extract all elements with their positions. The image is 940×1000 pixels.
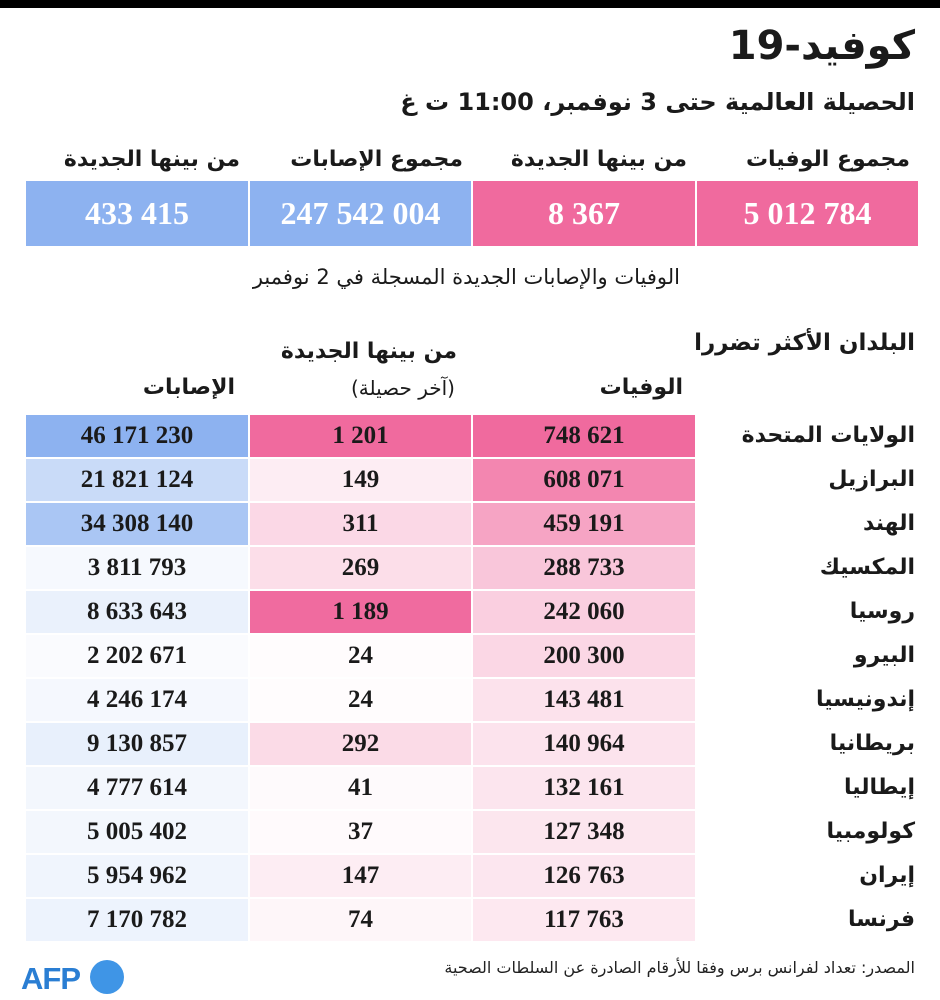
summary-boxes (26, 181, 918, 246)
deaths-cell-value: 200 300 (543, 642, 625, 669)
deaths-cell-value: 127 348 (543, 818, 625, 845)
table-row (26, 591, 918, 633)
cases-cell-value: 4 246 174 (87, 686, 187, 713)
new-deaths-cell-value: 269 (341, 554, 380, 581)
countries-table (26, 415, 918, 943)
country-name: إندونيسيا (815, 687, 915, 712)
cases-cell (26, 591, 248, 633)
new-deaths-cell-value: 292 (341, 730, 380, 757)
deaths-cell-value: 143 481 (543, 686, 625, 713)
country-name: بريطانيا (829, 731, 915, 756)
cases-cell (26, 767, 248, 809)
deaths-cell (473, 459, 695, 501)
total-cases-box (250, 181, 471, 246)
cases-cell-value: 21 821 124 (80, 466, 194, 493)
new-deaths-cell-value: 41 (348, 774, 373, 801)
summary-labels (26, 142, 918, 178)
deaths-cell (473, 591, 695, 633)
table-title: البلدان الأكثر تضررا (694, 330, 915, 356)
new-deaths-column-note: (آخر حصيلة) (350, 376, 455, 400)
new-deaths-cell (250, 811, 471, 853)
summary-note: الوفيات والإصابات الجديدة المسجلة في 2 نوفمبر (252, 265, 680, 289)
cases-cell-value: 46 171 230 (80, 422, 194, 449)
cases-cell-value: 4 777 614 (87, 774, 187, 801)
deaths-cell (473, 547, 695, 589)
new-deaths-column-header: من بينها الجديدة (280, 339, 457, 364)
cases-cell-value: 34 308 140 (80, 510, 194, 537)
deaths-cell (473, 811, 695, 853)
table-row (26, 503, 918, 545)
country-name: فرنسا (848, 907, 915, 932)
new-deaths-cell-value: 1 189 (332, 598, 389, 625)
new-cases-value: 433 415 (85, 195, 189, 231)
country-name: المكسيك (819, 555, 915, 580)
new-deaths-cell-value: 37 (348, 818, 373, 845)
deaths-cell (473, 635, 695, 677)
table-row (26, 723, 918, 765)
country-name: البيرو (853, 643, 915, 668)
top-bar (0, 0, 940, 8)
cases-cell (26, 415, 248, 457)
afp-logo-circle (90, 960, 124, 994)
total-cases-value: 247 542 004 (280, 195, 441, 231)
new-deaths-cell (250, 503, 471, 545)
country-name: الهند (862, 511, 915, 536)
cases-cell-value: 8 633 643 (87, 598, 187, 625)
deaths-cell (473, 503, 695, 545)
total-deaths-value: 5 012 784 (743, 195, 872, 231)
page-subtitle: الحصيلة العالمية حتى 3 نوفمبر، 11:00 ت غ (400, 88, 915, 116)
new-deaths-cell-value: 24 (348, 642, 373, 669)
deaths-cell (473, 767, 695, 809)
table-row (26, 547, 918, 589)
cases-cell (26, 459, 248, 501)
afp-logo-text: AFP (21, 961, 80, 996)
country-name: البرازيل (828, 467, 915, 492)
source-note: المصدر: تعداد لفرانس برس وفقا للأرقام الصادرة عن السلطات الصحية (444, 958, 915, 977)
cases-cell (26, 547, 248, 589)
deaths-cell-value: 288 733 (543, 554, 625, 581)
new-deaths-cell (250, 679, 471, 721)
deaths-cell-value: 132 161 (543, 774, 625, 801)
cases-cell-value: 7 170 782 (87, 906, 187, 933)
new-deaths-cell-value: 1 201 (332, 422, 389, 449)
new-deaths-cell (250, 591, 471, 633)
cases-cell-value: 5 005 402 (87, 818, 187, 845)
new-deaths-cell (250, 459, 471, 501)
new-deaths-cell (250, 855, 471, 897)
total-cases-label: مجموع الإصابات (290, 147, 463, 172)
new-deaths-box (473, 181, 695, 246)
cases-cell (26, 855, 248, 897)
cases-cell-value: 9 130 857 (87, 730, 187, 757)
new-deaths-cell-value: 147 (341, 862, 380, 889)
deaths-cell-value: 608 071 (543, 466, 625, 493)
afp-logo (20, 956, 130, 996)
new-deaths-value: 8 367 (548, 195, 620, 231)
cases-cell-value: 5 954 962 (87, 862, 187, 889)
new-deaths-cell-value: 149 (341, 466, 380, 493)
cases-cell (26, 635, 248, 677)
deaths-cell-value: 459 191 (543, 510, 625, 537)
new-deaths-label: من بينها الجديدة (510, 147, 687, 172)
country-name: كولومبيا (826, 819, 915, 844)
total-deaths-label: مجموع الوفيات (745, 147, 910, 172)
deaths-column-header: الوفيات (599, 375, 683, 400)
table-row (26, 459, 918, 501)
table-row (26, 811, 918, 853)
cases-cell (26, 899, 248, 941)
country-name: روسيا (849, 599, 915, 624)
cases-cell (26, 503, 248, 545)
new-deaths-cell-value: 311 (342, 510, 379, 537)
new-deaths-cell (250, 767, 471, 809)
cases-column-header: الإصابات (142, 375, 235, 400)
new-deaths-cell-value: 24 (348, 686, 373, 713)
new-deaths-cell (250, 635, 471, 677)
deaths-cell-value: 126 763 (543, 862, 625, 889)
deaths-cell (473, 899, 695, 941)
cases-cell-value: 3 811 793 (87, 554, 187, 581)
deaths-cell (473, 723, 695, 765)
page-title: كوفيد-19 (728, 23, 915, 69)
table-row (26, 855, 918, 897)
table-row (26, 767, 918, 809)
deaths-cell-value: 748 621 (543, 422, 625, 449)
deaths-cell (473, 415, 695, 457)
country-name: إيران (859, 863, 915, 888)
cases-cell (26, 811, 248, 853)
total-deaths-box (697, 181, 918, 246)
deaths-cell-value: 242 060 (543, 598, 625, 625)
new-cases-label: من بينها الجديدة (63, 147, 240, 172)
country-name: إيطاليا (844, 775, 915, 800)
deaths-cell-value: 140 964 (543, 730, 625, 757)
cases-cell-value: 2 202 671 (87, 642, 187, 669)
cases-cell (26, 679, 248, 721)
cases-cell (26, 723, 248, 765)
new-deaths-cell (250, 547, 471, 589)
new-deaths-cell (250, 415, 471, 457)
table-row (26, 635, 918, 677)
new-cases-box (26, 181, 248, 246)
table-row (26, 415, 918, 457)
deaths-cell (473, 679, 695, 721)
deaths-cell (473, 855, 695, 897)
new-deaths-cell (250, 899, 471, 941)
new-deaths-cell (250, 723, 471, 765)
table-row (26, 899, 918, 941)
country-name: الولايات المتحدة (741, 423, 915, 448)
deaths-cell-value: 117 763 (544, 906, 624, 933)
table-row (26, 679, 918, 721)
new-deaths-cell-value: 74 (348, 906, 373, 933)
